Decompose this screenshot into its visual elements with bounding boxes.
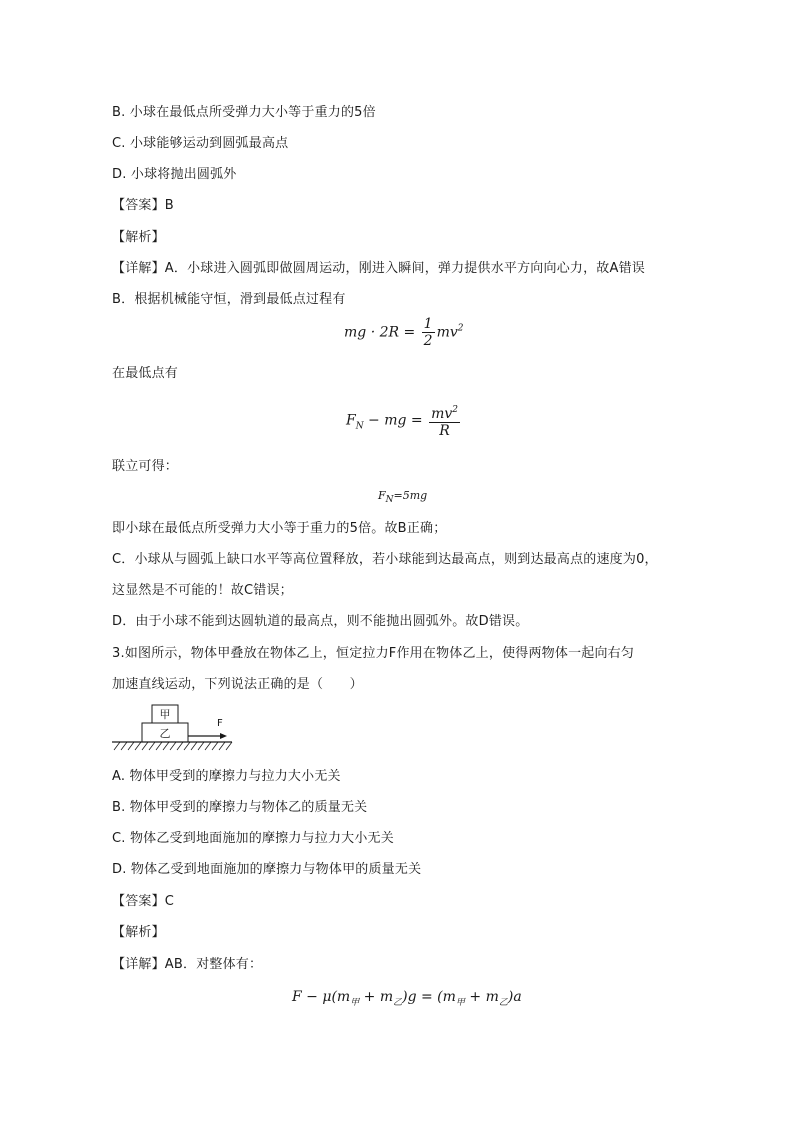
- eq4-part4: + m: [464, 989, 499, 1005]
- eq2-num: mv: [431, 406, 453, 422]
- detail-b: B．根据机械能守恒，滑到最低点过程有: [112, 292, 346, 307]
- conclusion-b: 即小球在最低点所受弹力大小等于重力的5倍。故B正确；: [112, 521, 447, 536]
- eq2-fraction: [429, 402, 460, 439]
- eq1-sup: 2: [457, 323, 464, 334]
- block-diagram: [112, 703, 234, 759]
- question-3-line2: 加速直线运动，下列说法正确的是（ ）: [112, 677, 363, 692]
- eq2-num-sup: 2: [452, 405, 459, 415]
- eq4-sub4: 乙: [498, 997, 508, 1008]
- question-3-line1: 3.如图所示，物体甲叠放在物体乙上，恒定拉力F作用在物体乙上，使得两物体一起向右匀: [112, 646, 635, 661]
- answer-label: 【答案】B: [112, 198, 174, 213]
- detail-c-2: 这显然是不可能的！故C错误；: [112, 583, 293, 598]
- equation-energy: [344, 316, 464, 349]
- option-d: D. 小球将抛出圆弧外: [112, 167, 237, 182]
- detail-a: 【详解】A．小球进入圆弧即做圆周运动，刚进入瞬间，弹力提供水平方向向心力，故A错误: [112, 261, 645, 276]
- eq4-sub2: 乙: [393, 997, 403, 1008]
- option-3a: A. 物体甲受到的摩擦力与拉力大小无关: [112, 769, 341, 784]
- eq1-den: 2: [423, 333, 433, 349]
- eq2-f: F: [346, 412, 356, 429]
- eq2-den: R: [439, 423, 450, 439]
- ground-hatching: [114, 742, 232, 750]
- eq1-rhs: mv: [436, 324, 458, 341]
- option-b: B. 小球在最低点所受弹力大小等于重力的5倍: [112, 105, 376, 120]
- eq3-rest: =5mg: [393, 489, 428, 502]
- option-3b: B. 物体甲受到的摩擦力与物体乙的质量无关: [112, 800, 368, 815]
- bottom-block-label: 乙: [159, 727, 171, 740]
- eq4-sub1: 甲: [350, 997, 360, 1008]
- option-c: C. 小球能够运动到圆弧最高点: [112, 136, 289, 151]
- eq1-num: 1: [423, 316, 433, 332]
- equation-result: [378, 489, 427, 505]
- analysis-3-label: 【解析】: [112, 925, 165, 940]
- eq1-fraction: [422, 316, 435, 349]
- eq1-lhs: mg · 2R =: [344, 324, 416, 341]
- eq2-rest: − mg =: [363, 412, 423, 429]
- eq4-part5: )a: [507, 989, 522, 1005]
- eq4-part3: )g = (m: [402, 989, 456, 1005]
- equation-system: [292, 989, 522, 1008]
- force-label: F: [217, 718, 223, 729]
- analysis-label: 【解析】: [112, 230, 165, 245]
- detail-ab: 【详解】AB．对整体有：: [112, 957, 263, 972]
- detail-d: D．由于小球不能到达圆轨道的最高点，则不能抛出圆弧外。故D错误。: [112, 614, 529, 629]
- equation-force: [346, 402, 462, 439]
- force-arrow-head: [220, 733, 227, 739]
- eq4-part2: + m: [359, 989, 394, 1005]
- eq2-sub: N: [355, 421, 364, 432]
- eq3-sub: N: [385, 495, 394, 506]
- eq4-part1: F − μ(m: [292, 989, 351, 1005]
- top-block-label: 甲: [159, 708, 171, 721]
- eq4-sub3: 甲: [455, 997, 465, 1008]
- option-3d: D. 物体乙受到地面施加的摩擦力与物体甲的质量无关: [112, 862, 422, 877]
- option-3c: C. 物体乙受到地面施加的摩擦力与拉力大小无关: [112, 831, 394, 846]
- answer-3-label: 【答案】C: [112, 894, 175, 909]
- combine-text: 联立可得：: [112, 459, 179, 474]
- lowest-point-text: 在最低点有: [112, 366, 179, 381]
- detail-c-1: C．小球从与圆弧上缺口水平等高位置释放，若小球能到达最高点，则到达最高点的速度为0，: [112, 552, 658, 567]
- eq3-f: F: [378, 489, 386, 502]
